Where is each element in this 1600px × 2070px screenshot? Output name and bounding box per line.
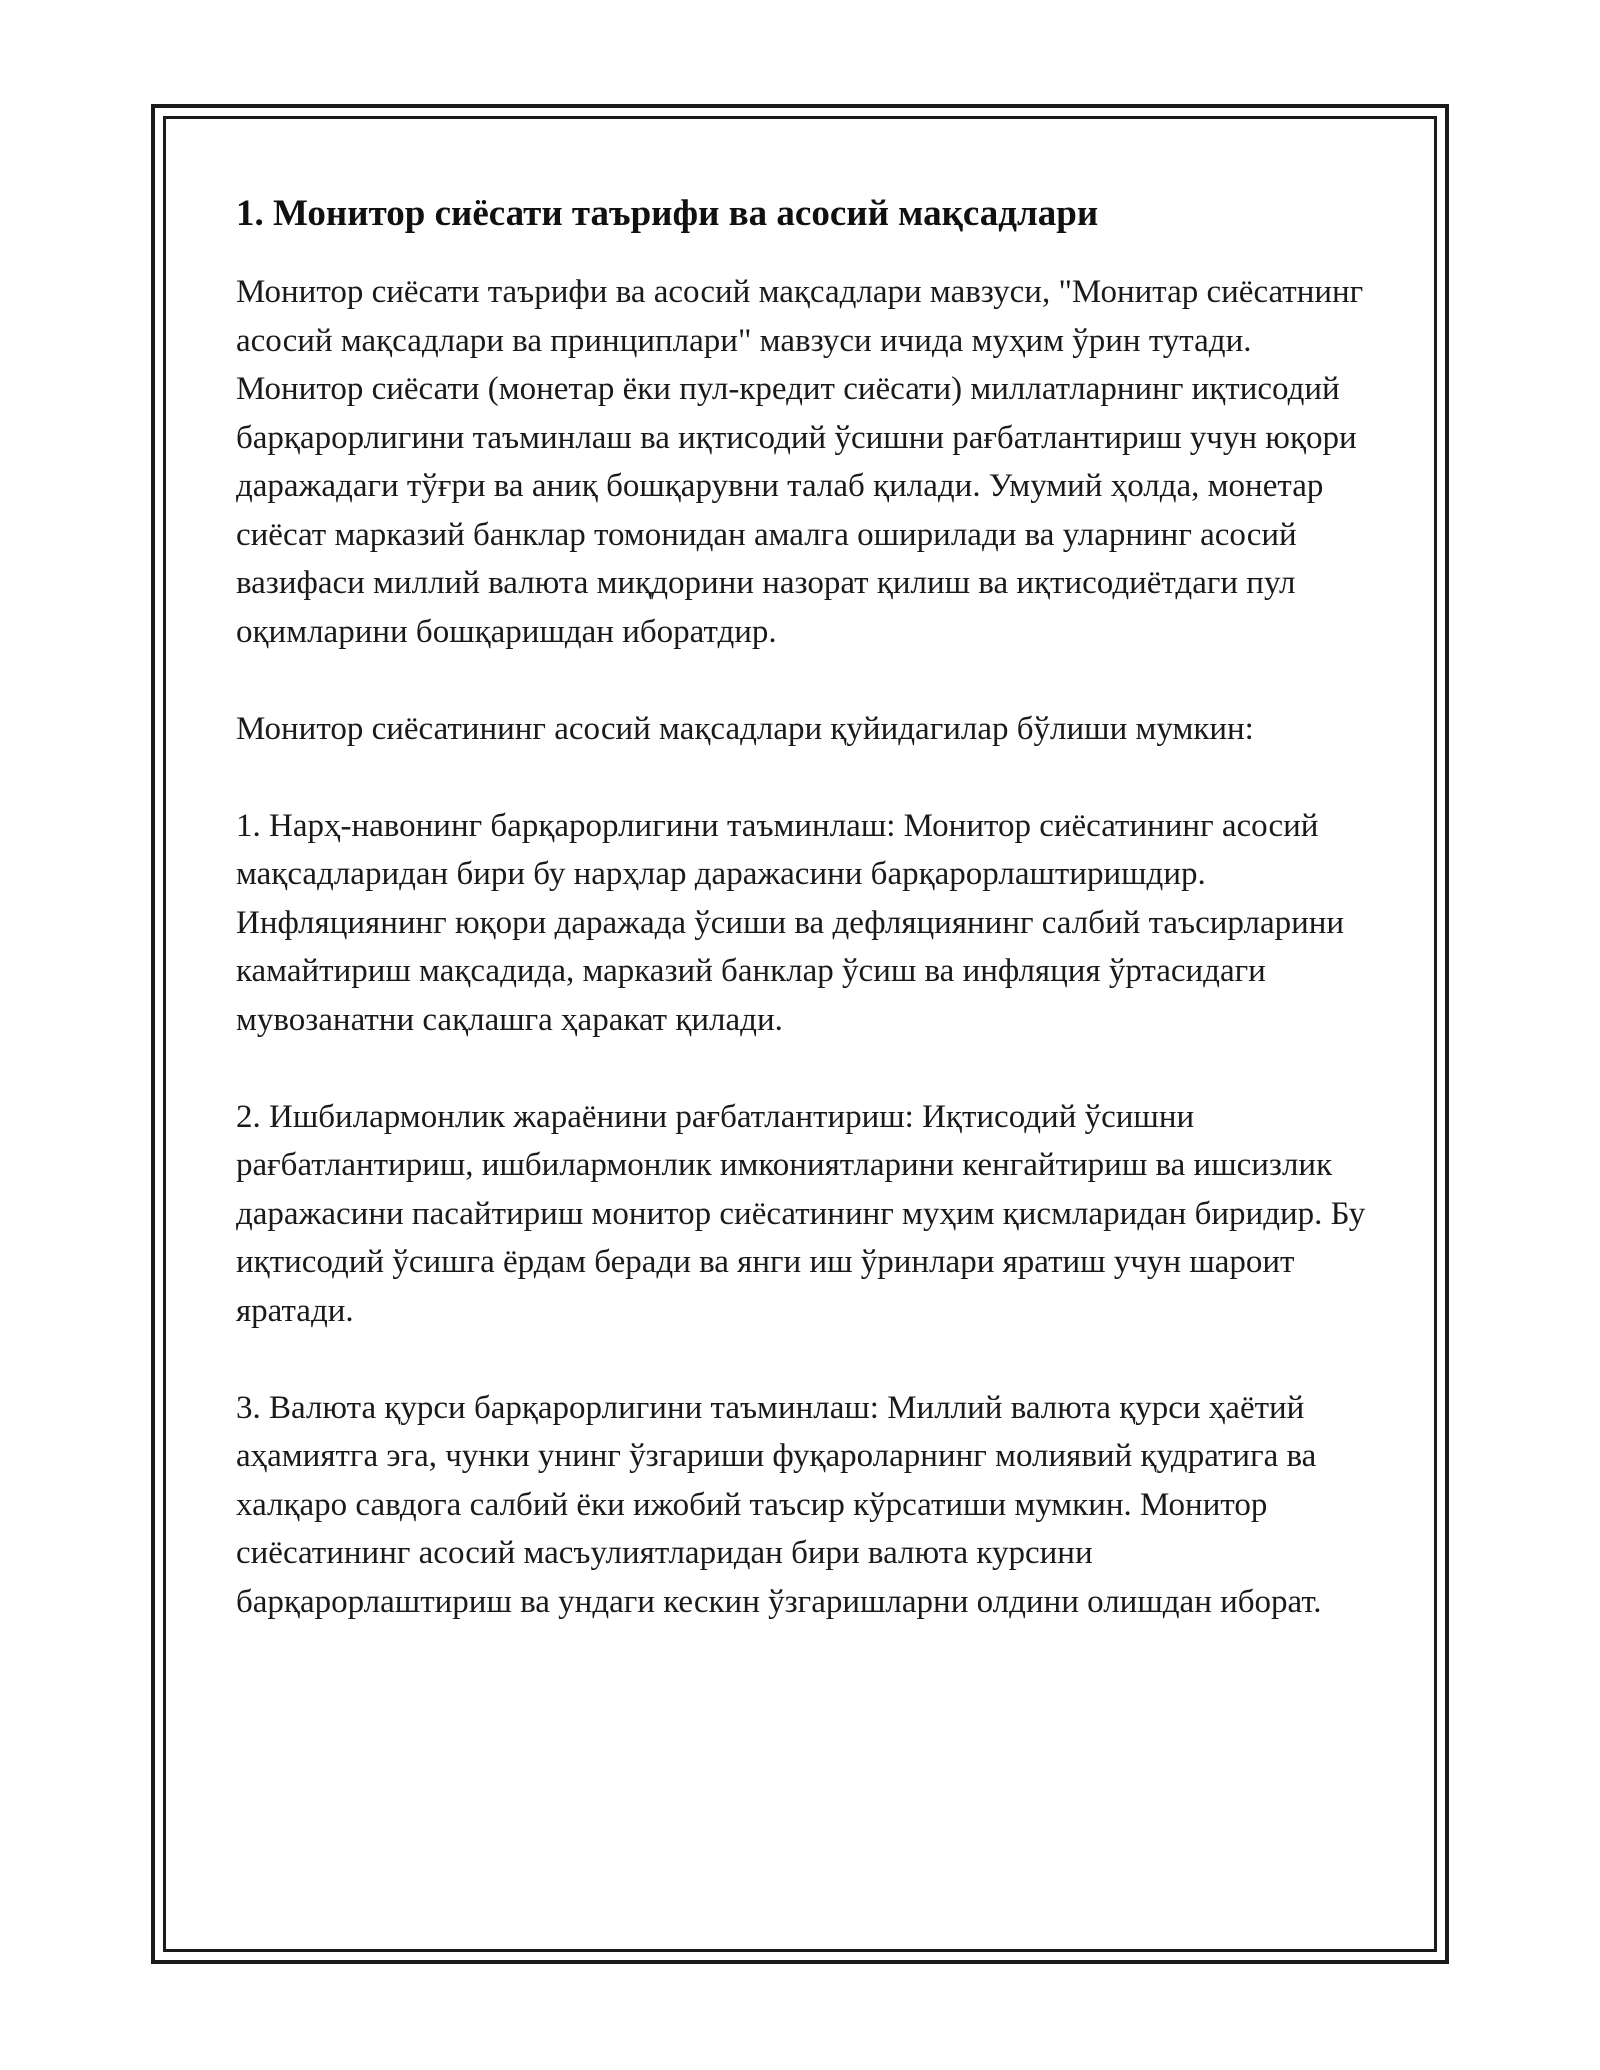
paragraph-goal-2: 2. Ишбилармонлик жараёнини рағбатлантириш: Иқтисодий ўсишни рағбатлантириш, ишбилармонлик имкониятларини кенгайтириш ва ишсизлик даражасини пасайтириш монитор сиёсатининг муҳим қисмларидан биридир. Бу иқтисодий ўсишга ёрдам беради ва янги иш ўринлари яратиш учун шароит яратади. xyxy=(236,1098,1366,1329)
paragraph-intro: Монитор сиёсати таърифи ва асосий мақсадлари мавзуси, "Монитар сиёсатнинг асосий мақсадлари ва принциплари" мавзуси ичида муҳим ўрин тутади. Монитор сиёсати (монетар ёки пул-кредит сиёсати) миллатларнинг иқтисодий барқарорлигини таъминлаш ва иқтисодий ўсишни рағбатлантириш учун юқори даражадаги тўғри ва аниқ бошқарувни талаб қилади. Умумий ҳолда, монетар сиёсат марказий банклар томонидан амалга оширилади ва уларнинг асосий вазифаси миллий валюта миқдорини назорат қилиш ва иқтисодиётдаги пул оқимларини бошқаришдан иборатдир. xyxy=(236,274,1364,650)
paragraph-goal-3: 3. Валюта қурси барқарорлигини таъминлаш: Миллий валюта қурси ҳаётий аҳамиятга эга, чунки унинг ўзгариши фуқароларнинг молиявий қудратига ва халқаро савдога салбий ёки ижобий таъсир кўрсатиши мумкин. Монитор сиёсатининг асосий масъулиятларидан бири валюта курсини барқарорлаштириш ва ундаги кескин ўзгаришларни олдини олишдан иборат. xyxy=(236,1389,1322,1620)
paragraph-goal-1: 1. Нарҳ-навонинг барқарорлигини таъминлаш: Монитор сиёсатининг асосий мақсадларидан бири бу нарҳлар даражасини барқарорлаштиришдир. Инфляциянинг юқори даражада ўсиши ва дефляциянинг салбий таъсирларини камайтириш мақсадида, марказий банклар ўсиш ва инфляция ўртасидаги мувозанатни сақлашга ҳаракат қилади. xyxy=(236,807,1345,1038)
paragraph-goals-lead: Монитор сиёсатининг асосий мақсадлари қуйидагилар бўлиши мумкин: xyxy=(236,710,1254,747)
section-title: 1. Монитор сиёсати таърифи ва асосий мақсадлари xyxy=(236,193,1099,234)
document-body xyxy=(236,190,1366,1675)
